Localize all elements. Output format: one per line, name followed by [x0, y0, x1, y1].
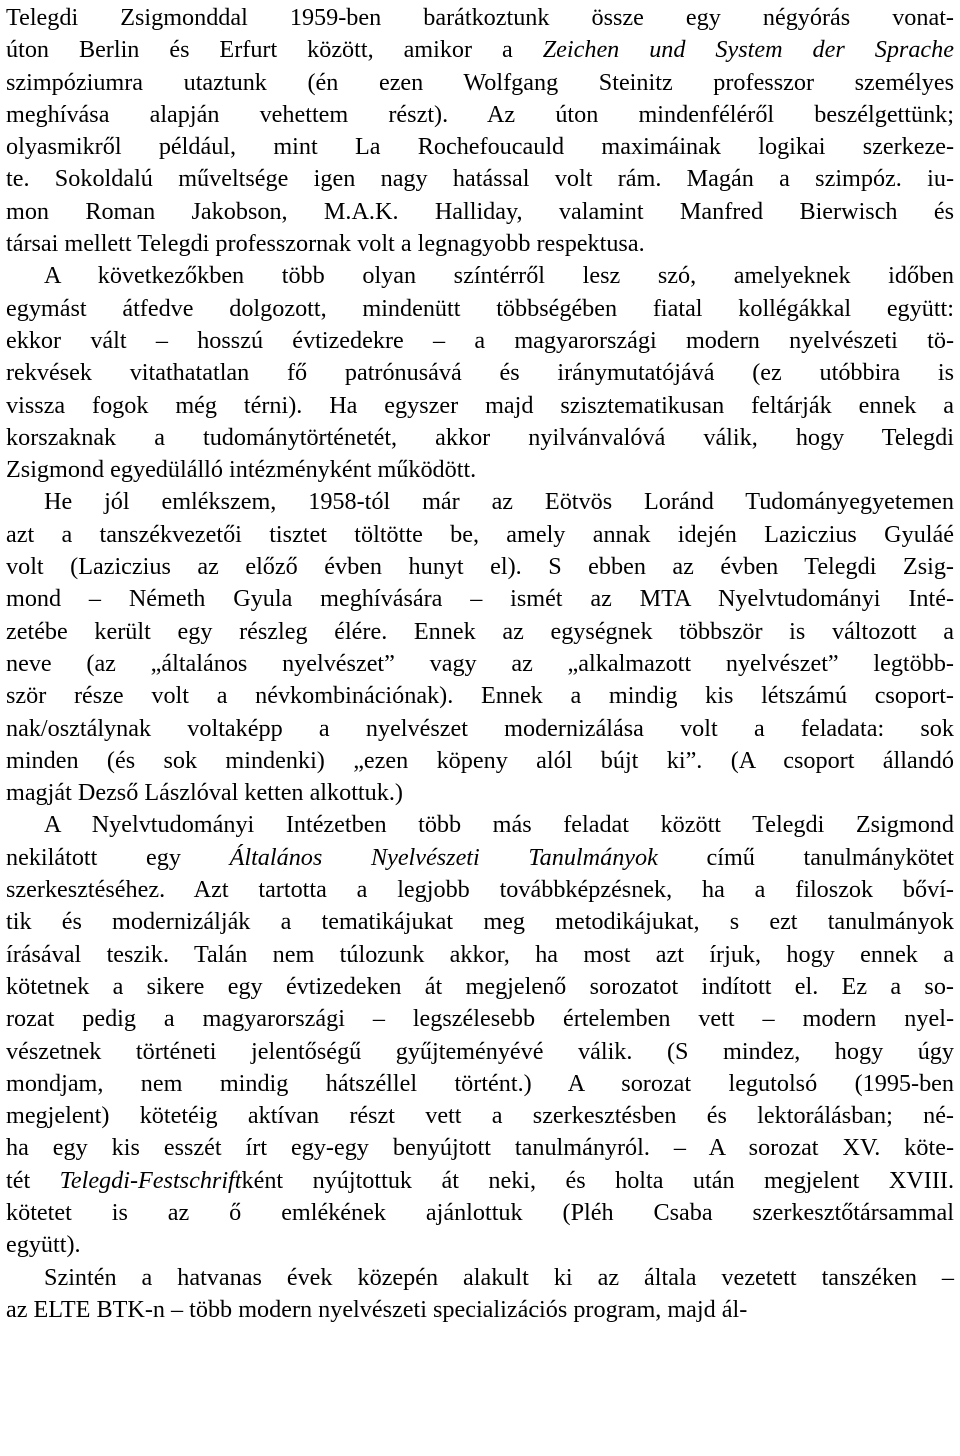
text-run: volt (Laziczius az előző évben hunyt el). S ebben az évben Telegdi Zsig- [6, 553, 954, 581]
italic-title: Zeichen und System der Sprache [542, 36, 954, 64]
text-line [6, 745, 954, 777]
text-run: megjelent) kötetéig aktívan részt vett a szerkesztésben és lektorálásban; né- [6, 1102, 954, 1130]
text-run: Zsigmond egyedülálló intézményként működött. [6, 456, 477, 484]
text-run: Telegdi Zsigmonddal 1959-ben barátkoztunk össze egy négyórás vonat- [6, 4, 954, 31]
text-run: te. Sokoldalú műveltsége igen nagy hatással volt rám. Magán a szimpóz. iu- [6, 165, 954, 193]
text-line [6, 1132, 954, 1164]
text-run: korszaknak a tudománytörténetét, akkor nyilvánvalóvá válik, hogy Telegdi [6, 423, 954, 451]
text-line [6, 228, 954, 260]
text-run: ként nyújtottuk át neki, és holta után megjelent XVIII. [241, 1166, 954, 1194]
text-run: He jól emlékszem, 1958-tól már az Eötvös Loránd Tudományegyetemen [44, 488, 954, 516]
text-run: olyasmikről például, mint La Rochefoucauld maximáinak logikai szerkeze- [6, 133, 954, 161]
text-run: egymást átfedve dolgozott, mindenütt többségében fiatal kollégákkal együtt: [6, 294, 954, 322]
text-line [6, 713, 954, 745]
text-line [6, 616, 954, 648]
text-line [6, 551, 954, 583]
text-line [6, 260, 954, 292]
text-line [6, 971, 954, 1003]
text-run: együtt). [6, 1231, 81, 1259]
text-run: az ELTE BTK-n – több modern nyelvészeti specializációs program, majd ál- [6, 1295, 748, 1323]
text-line [6, 390, 954, 422]
text-run: mond – Németh Gyula meghívására – ismét az MTA Nyelvtudományi Inté- [6, 585, 954, 613]
text-line [6, 34, 954, 66]
text-line [6, 325, 954, 357]
paragraph [6, 809, 954, 1261]
text-run: Szintén a hatvanas évek közepén alakult ki az általa vezetett tanszéken – [44, 1263, 954, 1291]
text-line [6, 939, 954, 971]
text-line [6, 583, 954, 615]
text-line [6, 1003, 954, 1035]
text-run: rozat pedig a magyarországi – legszélesebb értelemben vett – modern nyel- [6, 1005, 954, 1033]
text-line [6, 1068, 954, 1100]
text-run: A Nyelvtudományi Intézetben több más feladat között Telegdi Zsigmond [44, 811, 954, 839]
text-line [6, 163, 954, 195]
text-line [6, 1036, 954, 1068]
text-line [6, 67, 954, 99]
text-line [6, 874, 954, 906]
text-run: magját Dezső Lászlóval ketten alkottuk.) [6, 779, 403, 807]
italic-title: Általános Nyelvészeti Tanulmányok [229, 843, 658, 871]
paragraph [6, 486, 954, 809]
text-run: mon Roman Jakobson, M.A.K. Halliday, valamint Manfred Bierwisch és [6, 197, 954, 225]
text-line [6, 1197, 954, 1229]
text-run: című tanulmánykötet [657, 843, 954, 871]
text-line [6, 357, 954, 389]
text-run: zetébe került egy részleg élére. Ennek az egységnek többször is változott a [6, 617, 954, 645]
text-run: társai mellett Telegdi professzornak volt a legnagyobb respektusa. [6, 230, 645, 258]
italic-title: Telegdi-Festschrift [59, 1166, 242, 1194]
text-run: ször része volt a névkombinációnak). Ennek a mindig kis létszámú csoport- [6, 682, 954, 710]
text-run: neve (az „általános nyelvészet” vagy az „alkalmazott nyelvészet” legtöbb- [6, 649, 954, 677]
text-line [6, 1262, 954, 1294]
text-run: kötetnek a sikere egy évtizedeken át megjelenő sorozatot indított el. Ez a so- [6, 972, 954, 1000]
text-line [6, 648, 954, 680]
text-line [6, 293, 954, 325]
text-run: meghívása alapján vehettem részt). Az úton mindenféléről beszélgettünk; [6, 100, 954, 128]
text-run: szimpóziumra utaztunk (én ezen Wolfgang Steinitz professzor személyes [6, 68, 954, 96]
paragraph [6, 1262, 954, 1327]
text-run: vészetnek történeti jelentőségű gyűjteményévé válik. (S mindez, hogy úgy [6, 1037, 954, 1065]
text-line [6, 196, 954, 228]
text-line [6, 1294, 954, 1326]
text-line [6, 486, 954, 518]
text-line [6, 1165, 954, 1197]
text-run: rekvések vitathatatlan fő patrónusává és iránymutatójává (ez utóbbira is [6, 359, 954, 387]
text-line [6, 809, 954, 841]
text-line [6, 1229, 954, 1261]
text-run: mondjam, nem mindig hátszéllel történt.) A sorozat legutolsó (1995-ben [6, 1069, 954, 1097]
text-run: A következőkben több olyan színtérről lesz szó, amelyeknek időben [44, 262, 954, 290]
text-run: tik és modernizálják a tematikájukat meg metodikájukat, s ezt tanulmányok [6, 908, 954, 936]
text-line [6, 1100, 954, 1132]
text-run: úton Berlin és Erfurt között, amikor a [6, 36, 543, 64]
text-run: nak/osztálynak voltaképp a nyelvészet modernizálása volt a feladata: sok [6, 714, 954, 742]
text-line [6, 842, 954, 874]
text-run: írásával teszik. Talán nem túlozunk akkor, ha most azt írjuk, hogy ennek a [6, 940, 954, 968]
text-line [6, 99, 954, 131]
text-run: kötetet is az ő emlékének ajánlottuk (Pléh Csaba szerkesztőtársammal [6, 1198, 954, 1226]
paragraph [6, 260, 954, 486]
text-line [6, 680, 954, 712]
text-run: szerkesztéséhez. Azt tartotta a legjobb továbbképzésnek, ha a filoszok bőví- [6, 876, 954, 904]
text-run: azt a tanszékvezetői tisztet töltötte be, amely annak idején Laziczius Gyuláé [6, 520, 954, 548]
text-run: tét [6, 1166, 60, 1194]
text-line [6, 2, 954, 34]
text-run: ha egy kis esszét írt egy-egy benyújtott tanulmányról. – A sorozat XV. köte- [6, 1134, 954, 1162]
text-line [6, 131, 954, 163]
text-line [6, 777, 954, 809]
text-line [6, 422, 954, 454]
text-line [6, 519, 954, 551]
text-run: vissza fogok még térni). Ha egyszer majd szisztematikusan feltárják ennek a [6, 391, 954, 419]
text-line [6, 454, 954, 486]
text-line [6, 906, 954, 938]
text-run: minden (és sok mindenki) „ezen köpeny alól bújt ki”. (A csoport állandó [6, 746, 954, 774]
document-page [6, 2, 954, 1326]
text-run: nekilátott egy [6, 843, 230, 871]
paragraph [6, 2, 954, 260]
text-run: ekkor vált – hosszú évtizedekre – a magyarországi modern nyelvészeti tö- [6, 326, 954, 354]
